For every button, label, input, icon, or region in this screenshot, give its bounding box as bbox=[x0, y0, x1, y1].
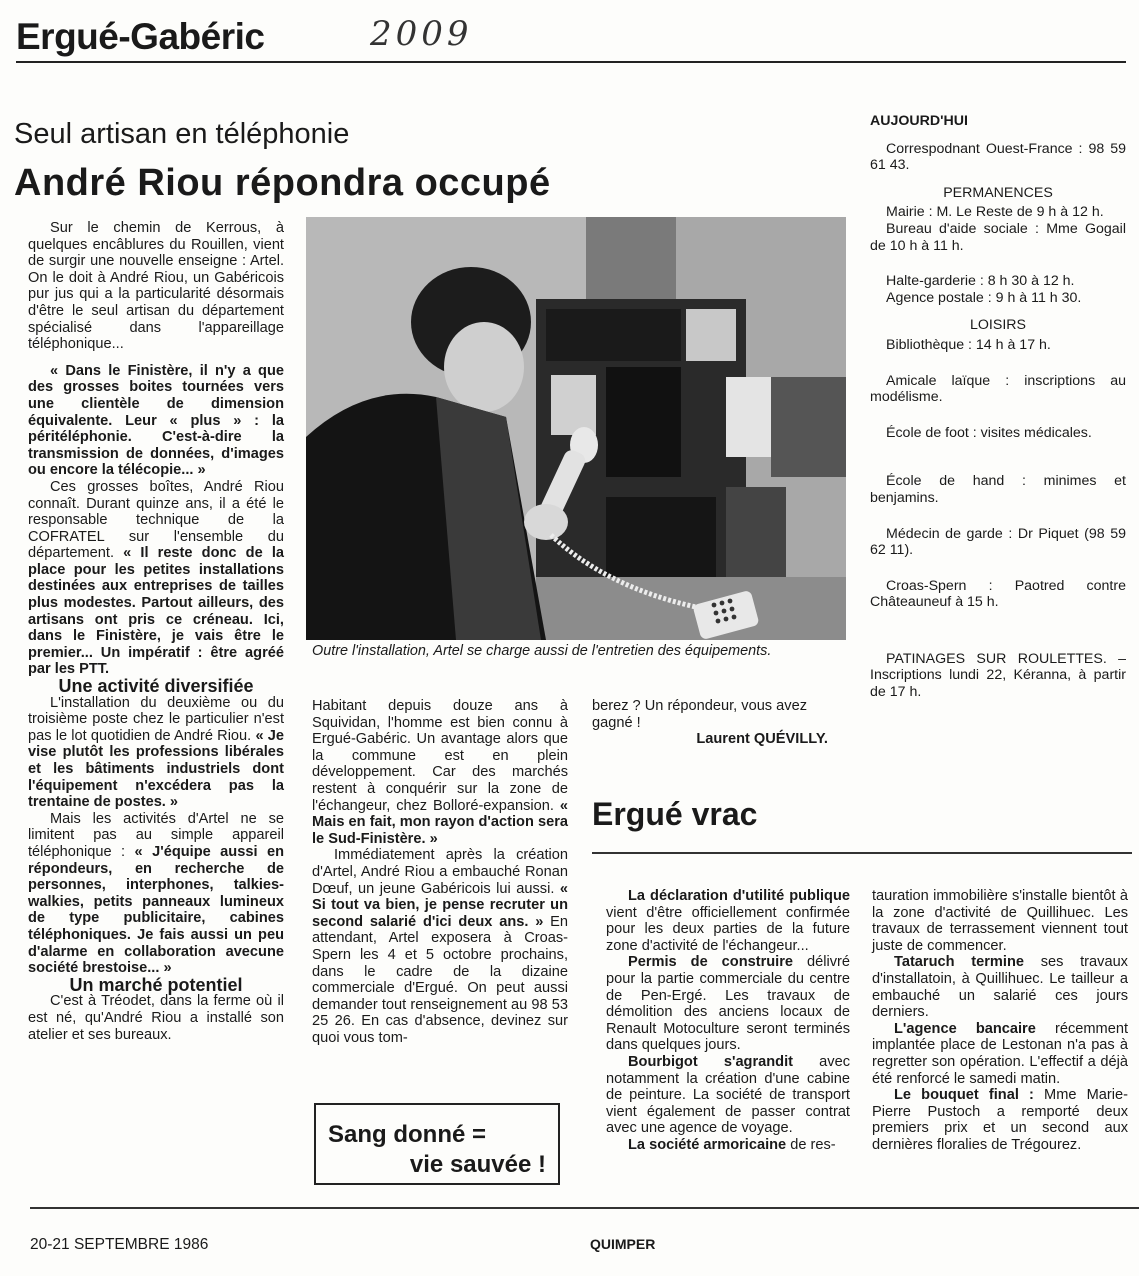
text-run: Immédiatement après la création d'Artel, André Riou a embauché Ronan Dœuf, un jeune Gabéricois lui aussi. bbox=[312, 847, 568, 897]
news-item-lead: Tataruch termine bbox=[894, 954, 1024, 971]
edition-city: QUIMPER bbox=[590, 1236, 656, 1252]
sidebar-entry: École de foot : visites médicales. bbox=[886, 424, 1092, 441]
section-rule bbox=[592, 852, 1132, 854]
quote-run: « J'équipe aussi en répondeurs, en recherche de personnes, interphones, talkies-walkies, petits panneaux lumineux de type publicitaire, cabines téléphoniques. Je fais aussi un peu d'alarme en collaboration avecune société brestoise... » bbox=[28, 843, 284, 977]
news-item-lead: Bourbigot s'agrandit bbox=[628, 1053, 794, 1070]
quote-run: « Il reste donc de la place pour les petites installations destinées aux entreprises de tailles plus modestes. Partout ailleurs, des artisans ont pris ce créneau. Ici, dans le Finistère, je vais être le premier... Un impératif : être agréé par les PTT. bbox=[28, 545, 284, 678]
promo-line-2: vie sauvée ! bbox=[409, 1151, 546, 1178]
paragraph: C'est à Tréodet, dans la ferme où il est né, qu'André Riou a installé son atelier et ses bureaux. bbox=[28, 993, 284, 1043]
promo-line-1: Sang donné = bbox=[328, 1121, 487, 1148]
sidebar-entry: Agence postale : 9 h à 11 h 30. bbox=[886, 289, 1082, 306]
sidebar-entry: Correspodnant Ouest-France : 98 59 61 43. bbox=[870, 140, 1126, 174]
paragraph bbox=[28, 811, 284, 977]
news-item-continued: tauration immobilière s'installe bientôt à la zone d'activité de Quillihuec. Les travaux de terrassement viennent tout juste de commencer. bbox=[872, 888, 1128, 954]
sidebar-entry: Médecin de garde : Dr Piquet (98 59 62 11). bbox=[870, 525, 1126, 559]
news-item bbox=[872, 1021, 1128, 1087]
news-item-lead: Permis de construire bbox=[628, 954, 794, 971]
paragraph bbox=[312, 698, 568, 847]
footer-rule bbox=[30, 1207, 1139, 1209]
text-run: En attendant, Artel exposera à Croas-Spern les 4 et 5 octobre prochains, dans le cadre de la dizaine commerciale d'Ergué. On peut aussi demander tout renseignement au 98 53 25 26. En cas d'absence, devinez sur quoi vous tom- bbox=[312, 913, 569, 1046]
news-item-text: délivré pour la partie commerciale du centre de Pen-Ergé. Les travaux de démolition des anciens locaux de Renault Motoculture seront terminés dans quelques jours. bbox=[606, 954, 850, 1054]
sidebar-entry: Bibliothèque : 14 h à 17 h. bbox=[886, 336, 1051, 353]
news-item bbox=[606, 1054, 850, 1137]
paragraph bbox=[28, 479, 284, 678]
masthead-rule bbox=[16, 61, 1126, 63]
article-photo bbox=[306, 217, 846, 640]
sidebar-entry: Amicale laïque : inscriptions au modélisme. bbox=[870, 372, 1126, 406]
section-title-vrac: Ergué vrac bbox=[592, 796, 758, 832]
news-item-lead: L'agence bancaire bbox=[894, 1020, 1036, 1037]
news-item-text: de res- bbox=[786, 1136, 836, 1153]
quote-run: « Mais en fait, mon rayon d'action sera le Sud-Finistère. » bbox=[312, 797, 568, 847]
news-item-lead: Le bouquet final : bbox=[894, 1087, 1034, 1104]
sidebar-subheading: PERMANENCES bbox=[943, 184, 1053, 201]
sidebar-entry: École de hand : minimes et benjamins. bbox=[870, 473, 1126, 506]
vrac-column-2 bbox=[872, 888, 1128, 1154]
masthead-title: Ergué-Gabéric bbox=[16, 16, 265, 57]
news-item bbox=[872, 954, 1128, 1020]
vrac-column-1 bbox=[606, 888, 850, 1154]
news-item-lead: La société armoricaine bbox=[628, 1136, 787, 1153]
news-item-text: avec notamment la création d'une cabine de peinture. La société de transport vient également de passer contrat avec une agence de voyage. bbox=[606, 1053, 850, 1137]
news-item bbox=[606, 1137, 850, 1154]
news-item-text: ses travaux d'installatoin, à Quillihuec. Le tailleur a embauché un salarié ces jours derniers. bbox=[872, 954, 1128, 1021]
sidebar-entry: Croas-Spern : Paotred contre Châteauneuf à 15 h. bbox=[870, 577, 1126, 611]
paragraph: berez ? Un répondeur, vous avez gagné ! bbox=[592, 698, 807, 731]
subheading-activite: Une activité diversifiée bbox=[58, 676, 254, 697]
news-item-text: récemment implantée place de Lestonan n'a pas à regretter son opération. L'effectif a déjà été renforcé le samedi matin. bbox=[872, 1020, 1128, 1087]
news-item-text: vient d'être officiellement confirmée pour les deux parties de la future zone d'activité de l'échangeur... bbox=[606, 904, 850, 954]
quote-paragraph: « Dans le Finistère, il n'y a que des grosses boites tournées vers une clientèle de dimension équivalente. Leur « plus » : la péritéléphonie. C'est-à-dire la transmission de données, d'images ou encore la télécopie... » bbox=[28, 362, 284, 479]
news-item-lead: La déclaration d'utilité publique bbox=[628, 888, 850, 904]
paragraph bbox=[312, 847, 568, 1046]
quote-run: « Si tout va bien, je pense recruter un second salarié d'ici deux ans. » bbox=[312, 880, 568, 930]
article-column-2 bbox=[312, 698, 568, 1046]
sidebar-entry: Halte-garderie : 8 h 30 à 12 h. bbox=[886, 273, 1075, 290]
article-byline: Laurent QUÉVILLY. bbox=[696, 731, 828, 748]
sidebar-entry: Bureau d'aide sociale : Mme Gogail de 10 h à 11 h. bbox=[870, 220, 1126, 254]
issue-date: 20-21 SEPTEMBRE 1986 bbox=[30, 1236, 209, 1253]
photo-illustration bbox=[306, 217, 846, 640]
article-column-1 bbox=[28, 220, 284, 1043]
news-item bbox=[872, 1087, 1128, 1153]
article-headline: André Riou répondra occupé bbox=[14, 162, 551, 204]
article-kicker: Seul artisan en téléphonie bbox=[14, 118, 350, 150]
text-run: Habitant depuis douze ans à Squividan, l'homme est bien connu à Ergué-Gabéric. Un avantage alors que la commune est en plein développement. Car des marchés restent à conquérir sur la zone de l'échangeur, chez Bolloré-expansion. bbox=[312, 698, 568, 814]
sidebar-subheading: LOISIRS bbox=[970, 317, 1026, 334]
subheading-marche: Un marché potentiel bbox=[69, 974, 243, 995]
sidebar-entry: Mairie : M. Le Reste de 9 h à 12 h. bbox=[886, 204, 1104, 221]
news-item-text: Mme Marie-Pierre Pustoch a remporté deux premiers prix et un second aux dernières floralies de Trégourez. bbox=[872, 1087, 1128, 1153]
sidebar-entry: PATINAGES SUR ROULETTES. – Inscriptions lundi 22, Kéranna, à partir de 17 h. bbox=[870, 650, 1126, 701]
article-column-3 bbox=[592, 698, 848, 748]
agenda-sidebar bbox=[870, 113, 1126, 701]
blood-donation-box bbox=[314, 1103, 560, 1185]
news-item bbox=[606, 954, 850, 1054]
handwritten-year-note: 2009 bbox=[370, 14, 473, 54]
text-run: Mais les activités d'Artel ne se limitent pas au simple appareil téléphonique : bbox=[28, 810, 284, 860]
paragraph: Sur le chemin de Kerrous, à quelques encâblures du Rouillen, vient de surgir une nouvelle enseigne : Artel. On le doit à André Riou, un Gabéricois pur jus qui a la particularité désormais d'être le seul artisan du département spécialisé dans l'appareillage téléphonique... bbox=[28, 220, 284, 353]
text-run: L'installation du deuxième ou du troisième poste chez le particulier n'est pas le lot quotidien de André Riou. bbox=[28, 694, 284, 744]
text-run: Ces grosses boîtes, André Riou connaît. Durant quinze ans, il a été le responsable technique de la COFRATEL sur l'ensemble du département. bbox=[28, 478, 284, 562]
news-item bbox=[606, 888, 850, 954]
paragraph bbox=[28, 695, 284, 811]
photo-caption: Outre l'installation, Artel se charge aussi de l'entretien des équipements. bbox=[312, 643, 772, 659]
sidebar-heading: AUJOURD'HUI bbox=[870, 113, 968, 129]
quote-run: « Je vise plutôt les professions libérales et les bâtiments industriels dont l'équipement n'excédera pas la trentaine de postes. » bbox=[28, 727, 284, 811]
